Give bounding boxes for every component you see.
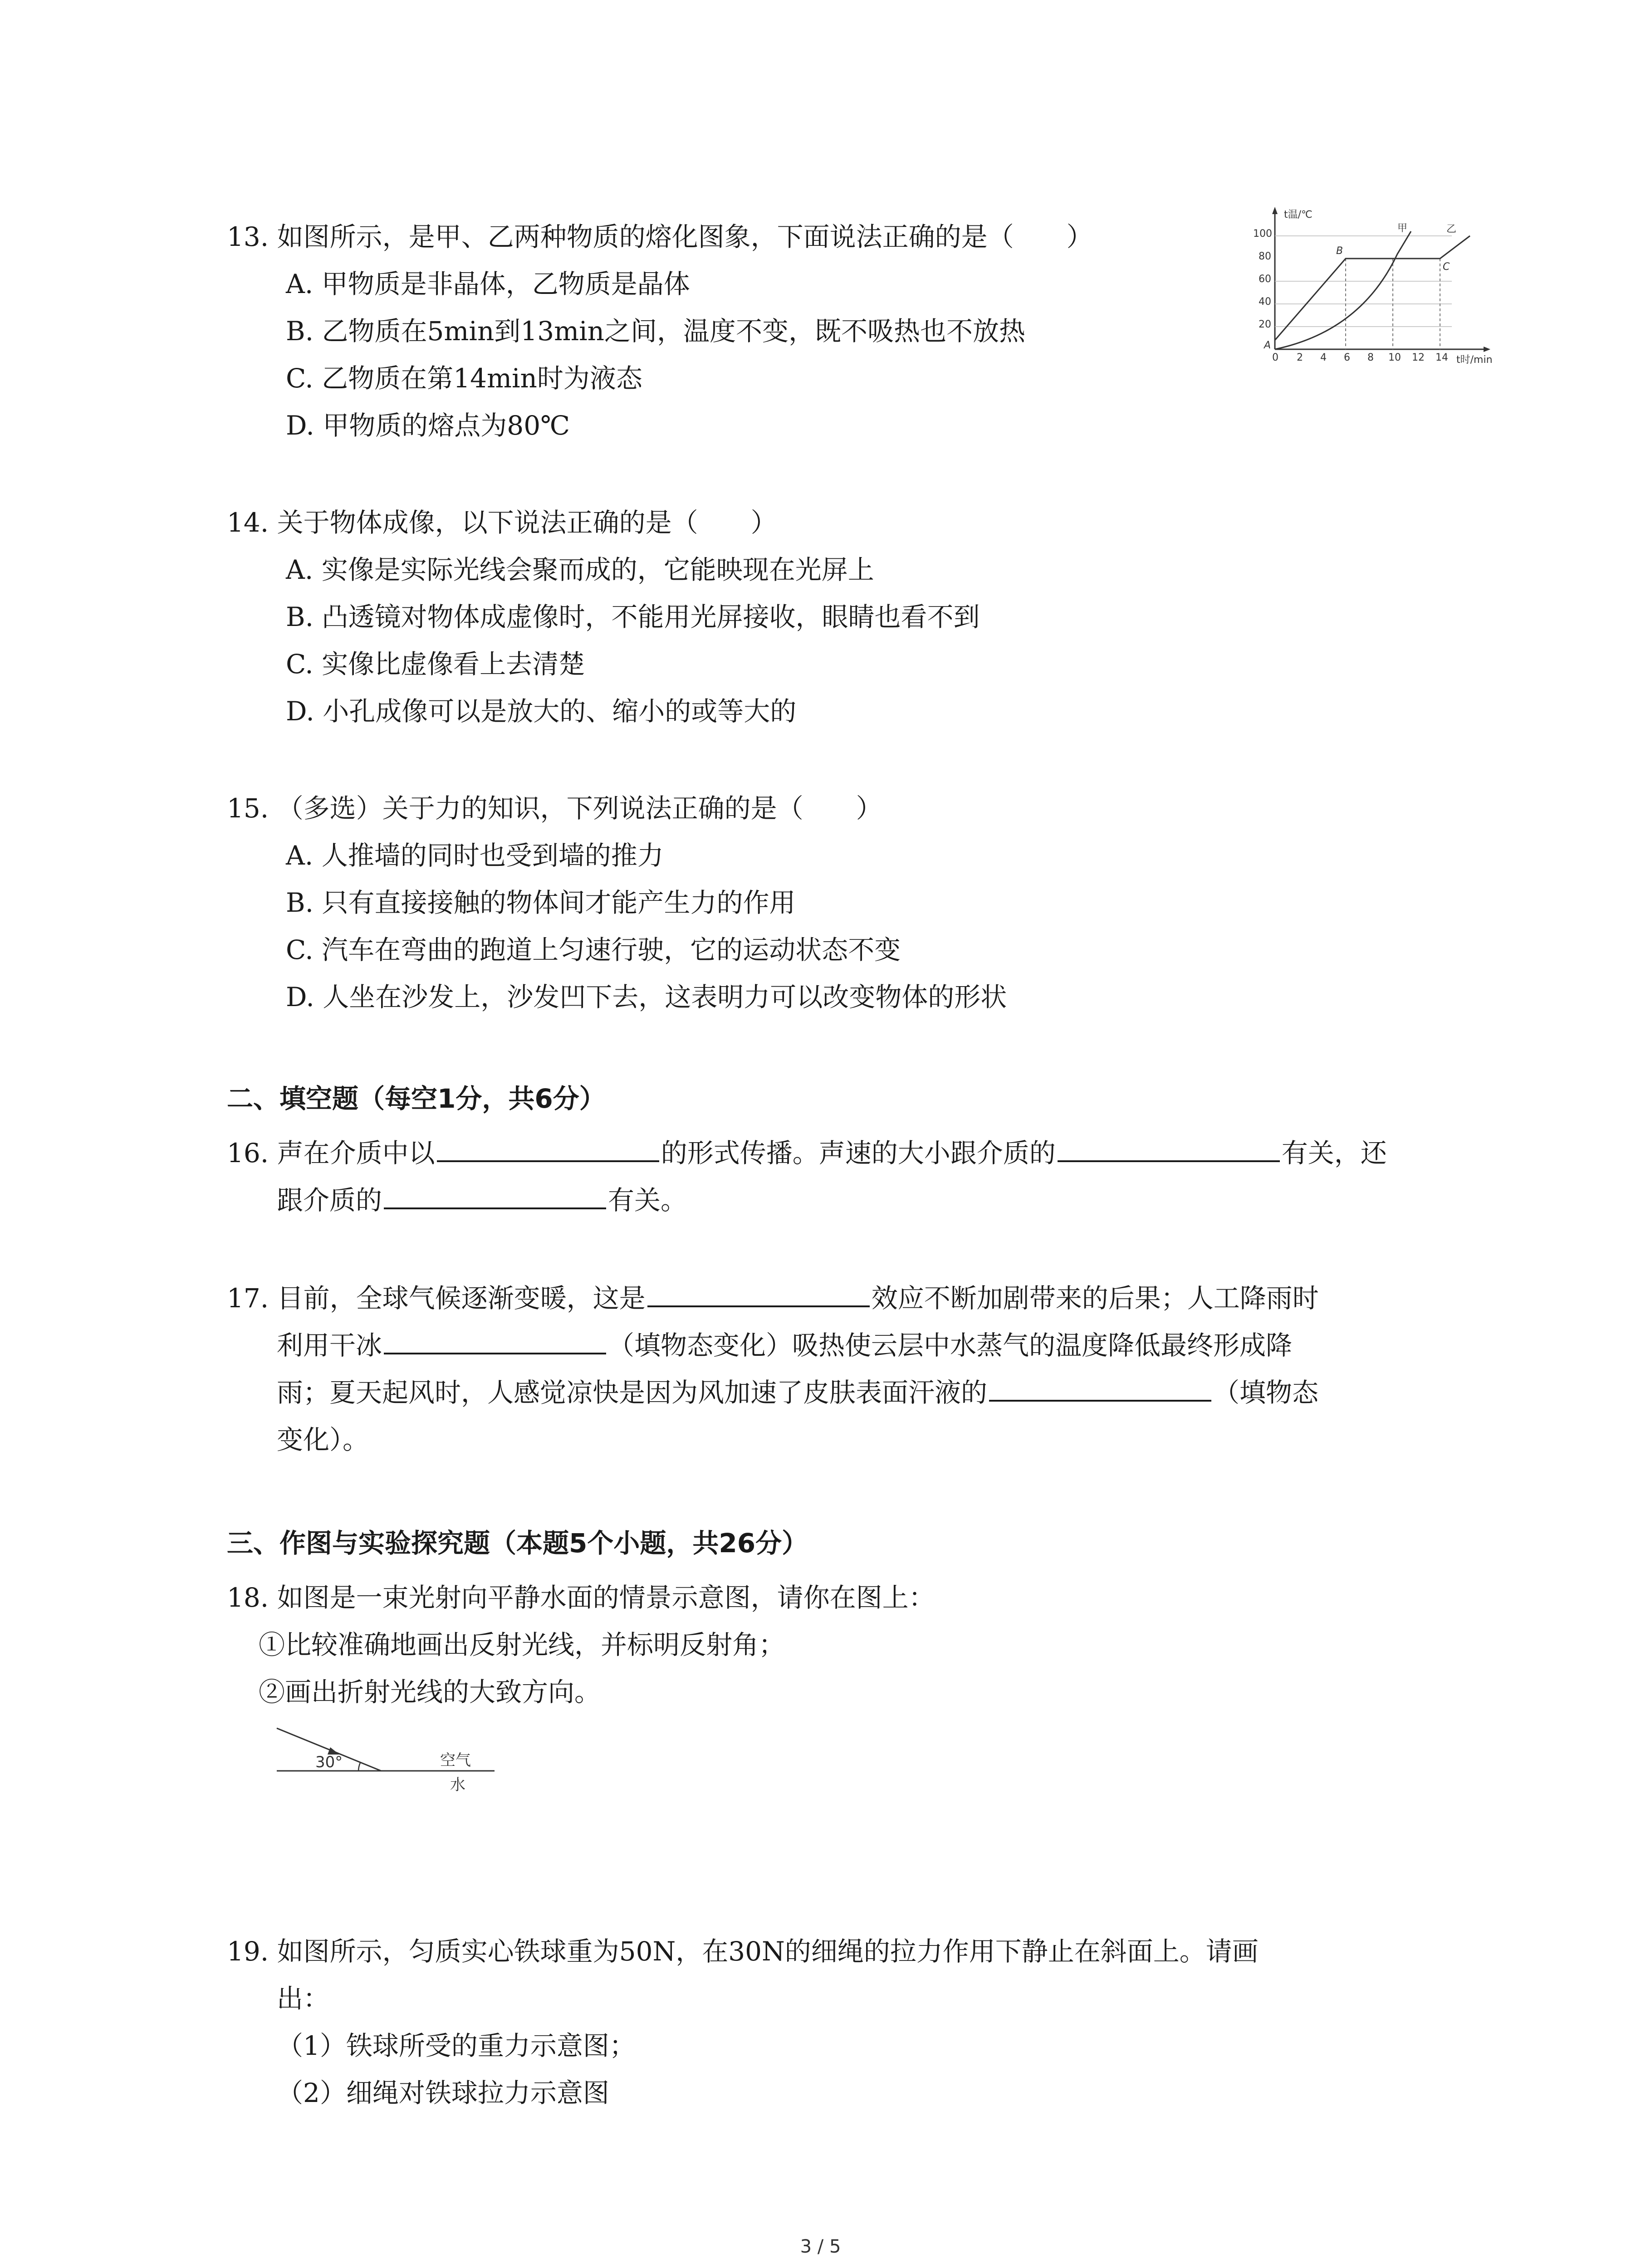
q19-line-2: 出：: [277, 1983, 330, 2014]
q17-text: 效应不断加剧带来的后果；人工降雨时: [871, 1283, 1319, 1314]
answer-blank[interactable]: [989, 1373, 1211, 1402]
y-tick: 20: [1259, 319, 1271, 330]
x-tick: 0: [1272, 352, 1279, 363]
question-18: [227, 1574, 935, 1716]
point-b-label: B: [1336, 245, 1343, 257]
y-tick: 100: [1253, 228, 1272, 240]
q16-text: 的形式传播。声速的大小跟介质的: [661, 1138, 1056, 1168]
x-tick: 10: [1388, 352, 1401, 363]
section-2-title: 二、填空题（每空1分，共6分）: [227, 1083, 606, 1114]
q19-item-1: （1）铁球所受的重力示意图；: [277, 2030, 636, 2061]
q16-text: 跟介质的: [277, 1185, 382, 1216]
air-label: 空气: [440, 1751, 471, 1769]
curve-yi: [1275, 236, 1470, 340]
option-a: A. 甲物质是非晶体，乙物质是晶体: [286, 269, 690, 299]
q16-text: 有关，还: [1281, 1138, 1387, 1168]
x-tick: 8: [1367, 352, 1374, 363]
option-c: C. 实像比虚像看上去清楚: [286, 649, 585, 679]
y-tick: 60: [1259, 274, 1271, 285]
q17-text: 雨；夏天起风时，人感觉凉快是因为风加速了皮肤表面汗液的: [277, 1377, 988, 1408]
question-13: [227, 213, 1093, 449]
answer-blank[interactable]: [384, 1325, 606, 1354]
y-tick: 40: [1259, 296, 1271, 308]
q17-text: （填物态: [1213, 1377, 1319, 1408]
question-18-stem: 18. 如图是一束光射向平静水面的情景示意图，请你在图上：: [227, 1582, 935, 1613]
x-tick: 2: [1297, 352, 1303, 363]
y-axis-label: t温/℃: [1284, 209, 1313, 220]
option-a: A. 人推墙的同时也受到墙的推力: [286, 840, 664, 871]
q17-text: （填物态变化）吸热使云层中水蒸气的温度降低最终形成降: [608, 1330, 1293, 1361]
water-label: 水: [450, 1776, 465, 1794]
section-3-title: 三、作图与实验探究题（本题5个小题，共26分）: [227, 1528, 808, 1559]
option-b: B. 凸透镜对物体成虚像时，不能用光屏接收，眼睛也看不到: [286, 601, 980, 632]
x-axis-label: t时/min: [1456, 354, 1493, 366]
answer-blank[interactable]: [437, 1133, 659, 1162]
q19-item-2: （2）细绳对铁球拉力示意图: [277, 2077, 609, 2108]
q17-text: 17. 目前，全球气候逐渐变暖，这是: [227, 1283, 646, 1314]
option-d: D. 人坐在沙发上，沙发凹下去，这表明力可以改变物体的形状: [286, 982, 1007, 1012]
answer-blank[interactable]: [647, 1278, 870, 1307]
option-d: D. 小孔成像可以是放大的、缩小的或等大的: [286, 696, 797, 727]
question-17: [227, 1275, 1319, 1463]
curve-jia-label: 甲: [1397, 223, 1408, 234]
answer-blank[interactable]: [1058, 1133, 1280, 1162]
question-14-stem: 14. 关于物体成像，以下说法正确的是（ ）: [227, 507, 777, 538]
point-c-label: C: [1443, 261, 1450, 273]
melting-graph: [1243, 204, 1497, 367]
x-tick: 12: [1412, 352, 1425, 363]
light-ray-figure: [272, 1724, 508, 1814]
question-16: [227, 1129, 1387, 1224]
x-tick: 4: [1320, 352, 1327, 363]
answer-blank[interactable]: [384, 1180, 606, 1209]
question-15-stem: 15. （多选）关于力的知识，下列说法正确的是（ ）: [227, 793, 882, 824]
q16-text: 16. 声在介质中以: [227, 1138, 435, 1168]
y-tick: 80: [1259, 251, 1271, 262]
question-19: [227, 1928, 1259, 2116]
option-d: D. 甲物质的熔点为80℃: [286, 410, 570, 441]
question-14: [227, 499, 980, 735]
option-c: C. 汽车在弯曲的跑道上匀速行驶，它的运动状态不变: [286, 934, 901, 965]
question-13-stem: 13. 如图所示，是甲、乙两种物质的熔化图象，下面说法正确的是（ ）: [227, 221, 1093, 252]
q18-item-1: ①比较准确地画出反射光线，并标明反射角；: [259, 1629, 785, 1660]
point-a-label: A: [1264, 340, 1271, 351]
q17-text: 利用干冰: [277, 1330, 382, 1361]
option-b: B. 乙物质在5min到13min之间，温度不变，既不吸热也不放热: [286, 316, 1026, 347]
x-tick: 14: [1435, 352, 1448, 363]
curve-yi-label: 乙: [1446, 224, 1457, 235]
q17-text: 变化）。: [277, 1424, 369, 1455]
question-15: [227, 785, 1007, 1021]
angle-label: 30°: [315, 1753, 343, 1771]
q18-item-2: ②画出折射光线的大致方向。: [259, 1677, 601, 1707]
option-b: B. 只有直接接触的物体间才能产生力的作用: [286, 887, 796, 918]
q19-line-1: 19. 如图所示，匀质实心铁球重为50N，在30N的细绳的拉力作用下静止在斜面上。请画: [227, 1936, 1259, 1967]
page-number: 3 / 5: [800, 2236, 841, 2257]
option-a: A. 实像是实际光线会聚而成的，它能映现在光屏上: [286, 554, 874, 585]
option-c: C. 乙物质在第14min时为液态: [286, 363, 642, 394]
q16-text: 有关。: [608, 1185, 687, 1216]
x-tick: 6: [1344, 352, 1350, 363]
